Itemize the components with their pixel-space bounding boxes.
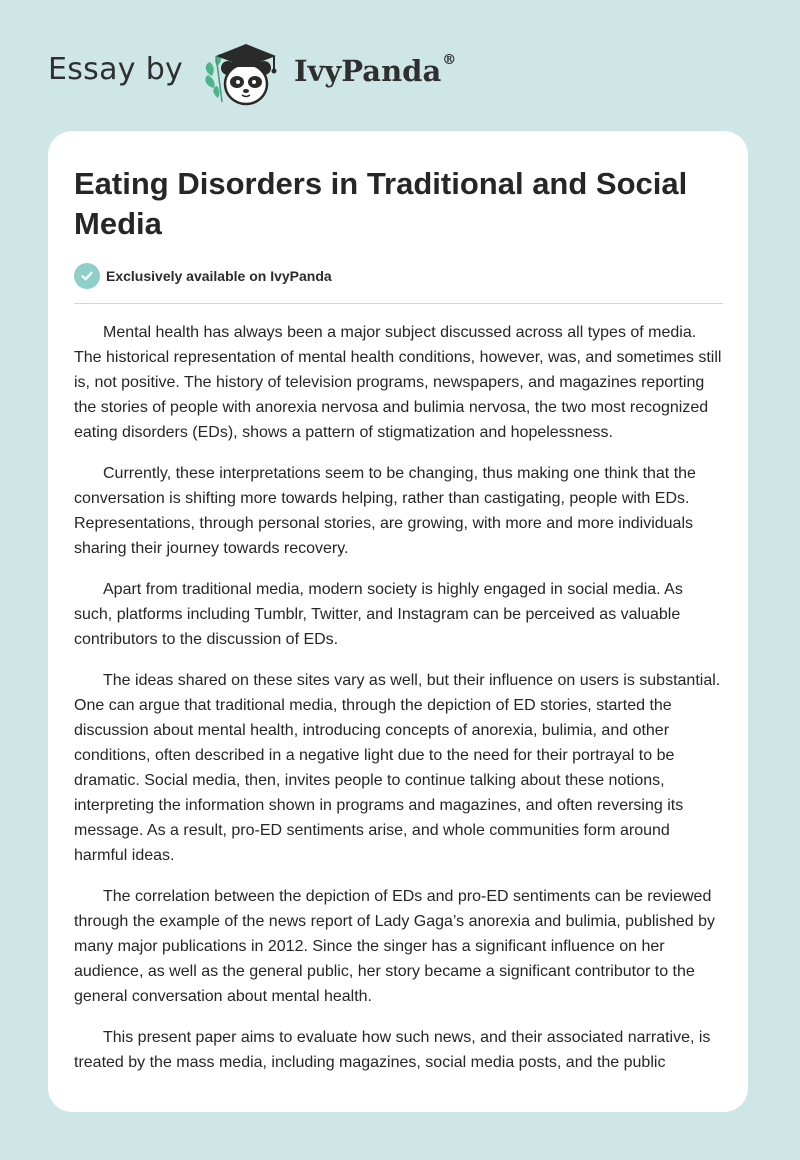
paragraph: The ideas shared on these sites vary as well, but their influence on users is substantial. One can argue that traditional media, through the depiction of ED stories, started the discussion about mental health, introducing concepts of anorexia, bulimia, and other conditions, often described in a negative light due to the need for their portrayal to be dramatic. Social media, then, invites people to continue talking about these notions, interpreting the information shown in programs and magazines, and often reversing its message. As a result, pro-ED sentiments arise, and whole communities form around harmful ideas. (74, 672, 721, 864)
site-header (0, 0, 800, 130)
divider (74, 303, 723, 304)
article-title: Eating Disorders in Traditional and Social Media (74, 166, 688, 241)
check-circle-icon (74, 263, 100, 289)
brand-name[interactable] (294, 54, 456, 88)
brand-text: IvyPanda (294, 54, 442, 88)
exclusive-badge (74, 263, 332, 289)
essay-by-label: Essay by (48, 52, 184, 87)
exclusive-label: Exclusively available on IvyPanda (106, 268, 332, 284)
paragraph: Currently, these interpretations seem to be changing, thus making one think that the conversation is shifting more towards helping, rather than castigating, people with EDs. Representations, through personal stories, are growing, with more and more individuals sharing their journey towards recovery. (74, 465, 696, 557)
paragraph: This present paper aims to evaluate how such news, and their associated narrative, is treated by the mass media, including magazines, social media posts, and the public (74, 1029, 711, 1071)
paragraph: Mental health has always been a major subject discussed across all types of media. The historical representation of mental health conditions, however, was, and sometimes still is, not positive. The history of television programs, newspapers, and magazines reporting the stories of people with anorexia nervosa and bulimia nervosa, the two most recognized eating disorders (EDs), shows a pattern of stigmatization and hopelessness. (74, 324, 722, 441)
article-body (74, 320, 724, 1091)
paragraph: The correlation between the depiction of EDs and pro-ED sentiments can be reviewed through the example of the news report of Lady Gaga’s anorexia and bulimia, published by many major publications in 2012. Since the singer has a significant influence on her audience, as well as the general public, her story became a significant contributor to the general conversation about mental health. (74, 888, 715, 1005)
panda-graduate-icon[interactable] (200, 36, 290, 110)
registered-mark: ® (442, 52, 457, 68)
article-card (48, 131, 748, 1112)
paragraph: Apart from traditional media, modern society is highly engaged in social media. As such, platforms including Tumblr, Twitter, and Instagram can be perceived as valuable contributors to the discussion of EDs. (74, 581, 683, 648)
